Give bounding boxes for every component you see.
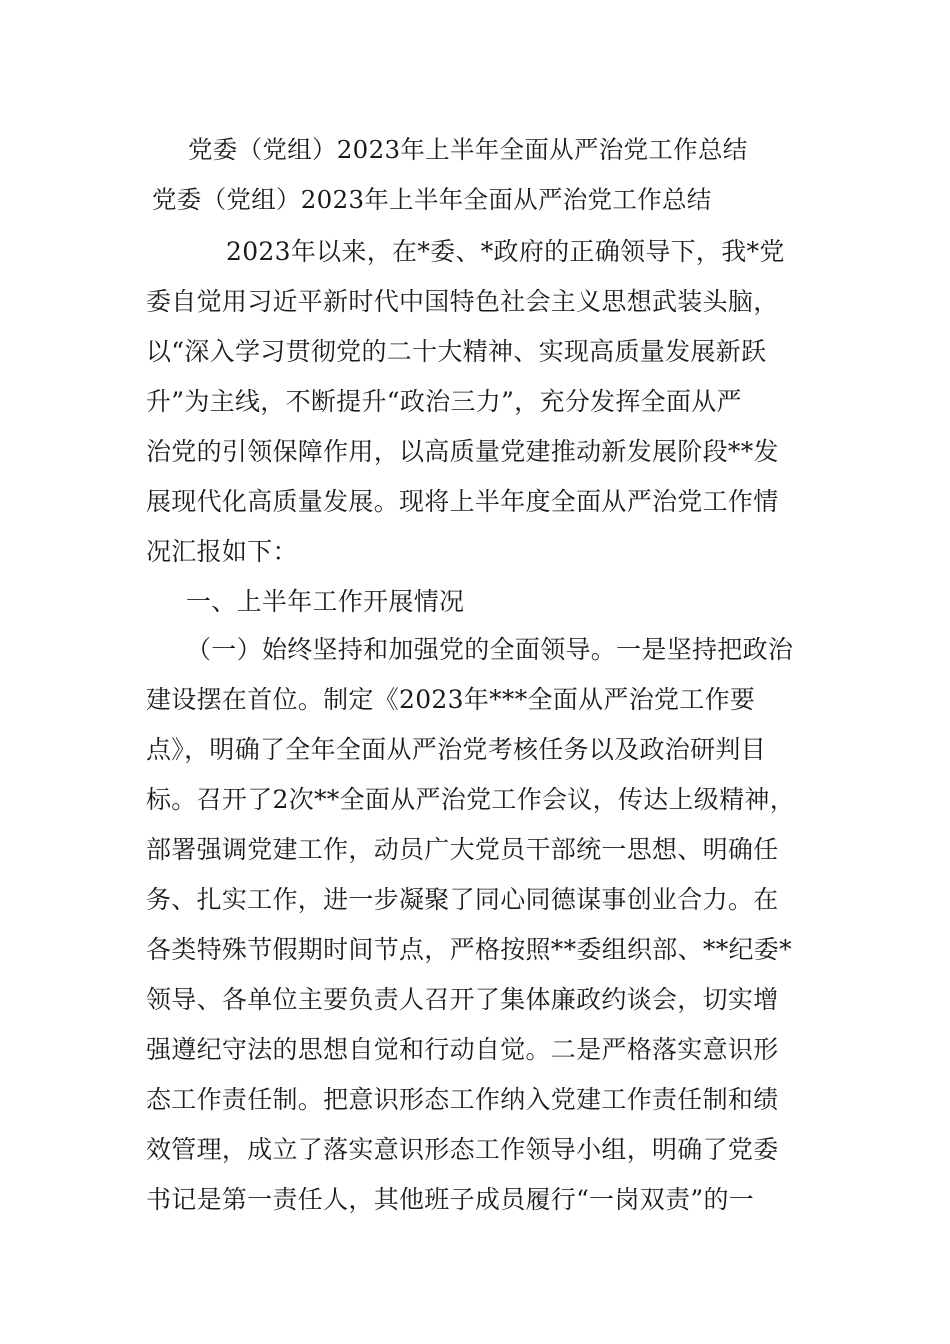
paragraph-line: 书记是第一责任人，其他班子成员履行“一岗双责”的一 <box>146 1185 755 1214</box>
paragraph-line: 态工作责任制。把意识形态工作纳入党建工作责任制和绩 <box>146 1085 779 1114</box>
document-subtitle: 党委（党组）2023年上半年全面从严治党工作总结 <box>152 185 712 214</box>
paragraph-line: 委自觉用习近平新时代中国特色社会主义思想武装头脑， <box>146 287 779 316</box>
paragraph-line: 强遵纪守法的思想自觉和行动自觉。二是严格落实意识形 <box>146 1035 779 1064</box>
paragraph-line: 领导、各单位主要负责人召开了集体廉政约谈会，切实增 <box>146 985 779 1014</box>
paragraph-line: （一）始终坚持和加强党的全面领导。一是坚持把政治 <box>186 635 794 664</box>
paragraph-line: 标。召开了2次**全面从严治党工作会议，传达上级精神， <box>146 785 796 814</box>
paragraph-line: 建设摆在首位。制定《2023年***全面从严治党工作要 <box>146 685 756 714</box>
paragraph-line: 效管理，成立了落实意识形态工作领导小组，明确了党委 <box>146 1135 779 1164</box>
paragraph-line: 展现代化高质量发展。现将上半年度全面从严治党工作情 <box>146 487 779 516</box>
paragraph-line: 况汇报如下： <box>146 537 298 566</box>
paragraph-line: 以“深入学习贯彻党的二十大精神、实现高质量发展新跃 <box>146 337 767 366</box>
paragraph-line: 部署强调党建工作，动员广大党员干部统一思想、明确任 <box>146 835 779 864</box>
paragraph-line: 点》，明确了全年全面从严治党考核任务以及政治研判目 <box>146 735 767 764</box>
paragraph-line: 升”为主线，不断提升“政治三力”，充分发挥全面从严 <box>146 387 742 416</box>
section-heading: 一、上半年工作开展情况 <box>186 587 465 616</box>
paragraph-line: 2023年以来，在*委、*政府的正确领导下，我*党 <box>226 237 785 266</box>
paragraph-line: 务、扎实工作，进一步凝聚了同心同德谋事创业合力。在 <box>146 885 779 914</box>
paragraph-line: 各类特殊节假期时间节点，严格按照**委组织部、**纪委* <box>146 935 792 964</box>
paragraph-line: 治党的引领保障作用，以高质量党建推动新发展阶段**发 <box>146 437 779 466</box>
document-title: 党委（党组）2023年上半年全面从严治党工作总结 <box>188 135 748 164</box>
